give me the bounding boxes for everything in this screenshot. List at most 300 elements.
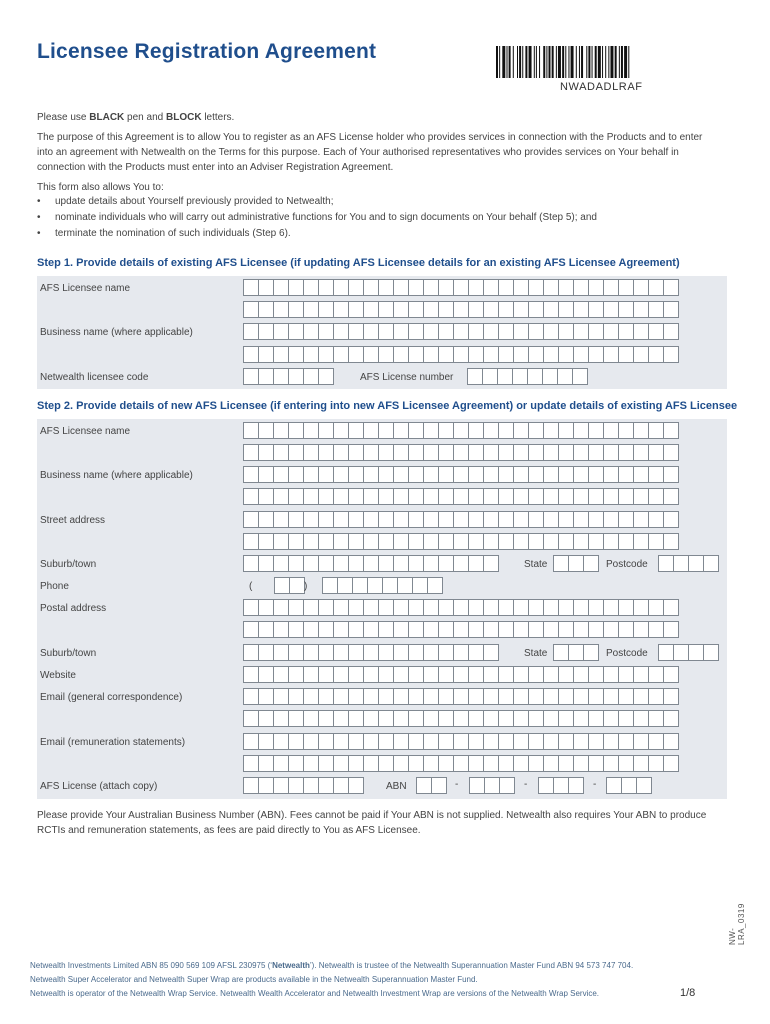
char-box[interactable]	[348, 488, 364, 505]
char-box[interactable]	[288, 621, 304, 638]
char-box[interactable]	[633, 533, 649, 550]
char-box[interactable]	[273, 733, 289, 750]
char-box[interactable]	[318, 323, 334, 340]
char-box[interactable]	[378, 710, 394, 727]
char-box[interactable]	[633, 422, 649, 439]
char-box[interactable]	[483, 488, 499, 505]
char-box[interactable]	[663, 710, 679, 727]
char-box[interactable]	[333, 599, 349, 616]
char-box[interactable]	[303, 533, 319, 550]
char-box[interactable]	[288, 279, 304, 296]
char-box[interactable]	[393, 733, 409, 750]
char-box[interactable]	[528, 511, 544, 528]
char-box[interactable]	[588, 422, 604, 439]
char-box[interactable]	[467, 368, 483, 385]
char-box[interactable]	[333, 511, 349, 528]
char-box[interactable]	[543, 511, 559, 528]
char-box[interactable]	[363, 710, 379, 727]
char-box[interactable]	[348, 755, 364, 772]
char-box[interactable]	[468, 511, 484, 528]
char-box[interactable]	[498, 444, 514, 461]
char-box[interactable]	[348, 444, 364, 461]
char-box[interactable]	[363, 466, 379, 483]
char-box[interactable]	[348, 733, 364, 750]
char-box[interactable]	[438, 555, 454, 572]
char-box[interactable]	[322, 577, 338, 594]
char-box[interactable]	[588, 755, 604, 772]
char-box[interactable]	[606, 777, 622, 794]
char-box[interactable]	[543, 533, 559, 550]
char-box[interactable]	[378, 279, 394, 296]
char-box[interactable]	[573, 444, 589, 461]
char-box[interactable]	[688, 644, 704, 661]
char-box[interactable]	[303, 279, 319, 296]
char-box[interactable]	[618, 444, 634, 461]
char-box[interactable]	[498, 599, 514, 616]
char-box[interactable]	[408, 346, 424, 363]
char-box[interactable]	[468, 644, 484, 661]
email-general-field-line2[interactable]	[243, 710, 678, 727]
char-box[interactable]	[288, 346, 304, 363]
char-box[interactable]	[453, 755, 469, 772]
char-box[interactable]	[663, 666, 679, 683]
char-box[interactable]	[648, 710, 664, 727]
char-box[interactable]	[453, 599, 469, 616]
char-box[interactable]	[618, 533, 634, 550]
char-box[interactable]	[408, 488, 424, 505]
char-box[interactable]	[438, 644, 454, 661]
char-box[interactable]	[288, 755, 304, 772]
char-box[interactable]	[258, 422, 274, 439]
char-box[interactable]	[333, 555, 349, 572]
char-box[interactable]	[258, 555, 274, 572]
char-box[interactable]	[288, 511, 304, 528]
char-box[interactable]	[438, 346, 454, 363]
char-box[interactable]	[288, 533, 304, 550]
char-box[interactable]	[258, 533, 274, 550]
char-box[interactable]	[558, 688, 574, 705]
char-box[interactable]	[542, 368, 558, 385]
char-box[interactable]	[528, 621, 544, 638]
char-box[interactable]	[618, 733, 634, 750]
char-box[interactable]	[588, 488, 604, 505]
char-box[interactable]	[468, 688, 484, 705]
char-box[interactable]	[558, 466, 574, 483]
char-box[interactable]	[663, 621, 679, 638]
char-box[interactable]	[543, 488, 559, 505]
char-box[interactable]	[408, 733, 424, 750]
char-box[interactable]	[243, 666, 259, 683]
char-box[interactable]	[243, 644, 259, 661]
char-box[interactable]	[318, 555, 334, 572]
char-box[interactable]	[303, 733, 319, 750]
char-box[interactable]	[289, 577, 308, 594]
char-box[interactable]	[318, 346, 334, 363]
abn-field-part2[interactable]	[469, 777, 514, 794]
char-box[interactable]	[333, 466, 349, 483]
char-box[interactable]	[393, 710, 409, 727]
char-box[interactable]	[423, 488, 439, 505]
char-box[interactable]	[367, 577, 383, 594]
char-box[interactable]	[483, 444, 499, 461]
char-box[interactable]	[243, 301, 259, 318]
char-box[interactable]	[243, 422, 259, 439]
char-box[interactable]	[663, 488, 679, 505]
char-box[interactable]	[663, 533, 679, 550]
char-box[interactable]	[543, 688, 559, 705]
char-box[interactable]	[408, 511, 424, 528]
char-box[interactable]	[318, 368, 334, 385]
char-box[interactable]	[603, 466, 619, 483]
char-box[interactable]	[318, 644, 334, 661]
char-box[interactable]	[258, 488, 274, 505]
char-box[interactable]	[408, 644, 424, 661]
char-box[interactable]	[483, 422, 499, 439]
char-box[interactable]	[423, 733, 439, 750]
email-remuneration-field[interactable]	[243, 733, 678, 750]
char-box[interactable]	[378, 666, 394, 683]
postcode-field[interactable]	[658, 555, 718, 572]
char-box[interactable]	[303, 511, 319, 528]
char-box[interactable]	[303, 422, 319, 439]
char-box[interactable]	[318, 444, 334, 461]
char-box[interactable]	[528, 710, 544, 727]
char-box[interactable]	[543, 422, 559, 439]
char-box[interactable]	[273, 644, 289, 661]
char-box[interactable]	[258, 666, 274, 683]
char-box[interactable]	[288, 599, 304, 616]
char-box[interactable]	[348, 644, 364, 661]
char-box[interactable]	[498, 733, 514, 750]
char-box[interactable]	[303, 621, 319, 638]
char-box[interactable]	[513, 511, 529, 528]
char-box[interactable]	[393, 323, 409, 340]
char-box[interactable]	[498, 422, 514, 439]
char-box[interactable]	[393, 666, 409, 683]
char-box[interactable]	[423, 301, 439, 318]
char-box[interactable]	[348, 422, 364, 439]
char-box[interactable]	[483, 301, 499, 318]
char-box[interactable]	[303, 710, 319, 727]
char-box[interactable]	[318, 755, 334, 772]
char-box[interactable]	[453, 466, 469, 483]
char-box[interactable]	[528, 666, 544, 683]
char-box[interactable]	[363, 688, 379, 705]
char-box[interactable]	[243, 555, 259, 572]
char-box[interactable]	[423, 555, 439, 572]
char-box[interactable]	[243, 368, 259, 385]
char-box[interactable]	[468, 346, 484, 363]
char-box[interactable]	[513, 688, 529, 705]
char-box[interactable]	[438, 533, 454, 550]
char-box[interactable]	[378, 733, 394, 750]
char-box[interactable]	[498, 323, 514, 340]
char-box[interactable]	[303, 599, 319, 616]
abn-field-part3[interactable]	[538, 777, 583, 794]
char-box[interactable]	[497, 368, 513, 385]
char-box[interactable]	[318, 422, 334, 439]
char-box[interactable]	[258, 733, 274, 750]
char-box[interactable]	[453, 644, 469, 661]
char-box[interactable]	[618, 488, 634, 505]
char-box[interactable]	[333, 444, 349, 461]
char-box[interactable]	[303, 755, 319, 772]
suburb-field[interactable]	[243, 555, 498, 572]
char-box[interactable]	[558, 346, 574, 363]
char-box[interactable]	[618, 301, 634, 318]
char-box[interactable]	[588, 466, 604, 483]
char-box[interactable]	[318, 666, 334, 683]
char-box[interactable]	[688, 555, 704, 572]
char-box[interactable]	[393, 346, 409, 363]
char-box[interactable]	[528, 422, 544, 439]
char-box[interactable]	[318, 511, 334, 528]
char-box[interactable]	[363, 533, 379, 550]
char-box[interactable]	[528, 301, 544, 318]
char-box[interactable]	[288, 777, 304, 794]
char-box[interactable]	[588, 688, 604, 705]
char-box[interactable]	[498, 755, 514, 772]
char-box[interactable]	[588, 301, 604, 318]
char-box[interactable]	[333, 346, 349, 363]
char-box[interactable]	[483, 733, 499, 750]
char-box[interactable]	[363, 422, 379, 439]
char-box[interactable]	[423, 279, 439, 296]
char-box[interactable]	[438, 710, 454, 727]
char-box[interactable]	[393, 621, 409, 638]
char-box[interactable]	[621, 777, 637, 794]
char-box[interactable]	[528, 279, 544, 296]
char-box[interactable]	[648, 444, 664, 461]
char-box[interactable]	[408, 422, 424, 439]
char-box[interactable]	[588, 279, 604, 296]
new-business-name-field[interactable]	[243, 466, 678, 483]
char-box[interactable]	[528, 488, 544, 505]
char-box[interactable]	[453, 301, 469, 318]
char-box[interactable]	[378, 533, 394, 550]
char-box[interactable]	[558, 533, 574, 550]
char-box[interactable]	[468, 323, 484, 340]
char-box[interactable]	[393, 279, 409, 296]
char-box[interactable]	[408, 599, 424, 616]
char-box[interactable]	[648, 533, 664, 550]
char-box[interactable]	[378, 422, 394, 439]
char-box[interactable]	[483, 621, 499, 638]
char-box[interactable]	[618, 466, 634, 483]
char-box[interactable]	[453, 444, 469, 461]
char-box[interactable]	[423, 644, 439, 661]
char-box[interactable]	[513, 599, 529, 616]
char-box[interactable]	[393, 755, 409, 772]
char-box[interactable]	[603, 666, 619, 683]
char-box[interactable]	[408, 621, 424, 638]
char-box[interactable]	[633, 755, 649, 772]
char-box[interactable]	[588, 733, 604, 750]
char-box[interactable]	[438, 755, 454, 772]
char-box[interactable]	[543, 599, 559, 616]
char-box[interactable]	[648, 488, 664, 505]
char-box[interactable]	[273, 444, 289, 461]
char-box[interactable]	[528, 444, 544, 461]
char-box[interactable]	[573, 466, 589, 483]
new-afs-licensee-name-field[interactable]	[243, 422, 678, 439]
char-box[interactable]	[498, 301, 514, 318]
char-box[interactable]	[378, 755, 394, 772]
char-box[interactable]	[633, 346, 649, 363]
char-box[interactable]	[258, 466, 274, 483]
char-box[interactable]	[363, 755, 379, 772]
char-box[interactable]	[423, 688, 439, 705]
char-box[interactable]	[453, 346, 469, 363]
char-box[interactable]	[453, 710, 469, 727]
char-box[interactable]	[663, 511, 679, 528]
char-box[interactable]	[333, 488, 349, 505]
char-box[interactable]	[483, 666, 499, 683]
char-box[interactable]	[513, 279, 529, 296]
char-box[interactable]	[588, 710, 604, 727]
char-box[interactable]	[558, 755, 574, 772]
char-box[interactable]	[288, 644, 304, 661]
char-box[interactable]	[658, 555, 674, 572]
char-box[interactable]	[468, 301, 484, 318]
char-box[interactable]	[513, 422, 529, 439]
char-box[interactable]	[543, 466, 559, 483]
char-box[interactable]	[558, 323, 574, 340]
char-box[interactable]	[378, 644, 394, 661]
char-box[interactable]	[273, 422, 289, 439]
char-box[interactable]	[438, 422, 454, 439]
char-box[interactable]	[453, 422, 469, 439]
char-box[interactable]	[543, 755, 559, 772]
char-box[interactable]	[288, 368, 304, 385]
char-box[interactable]	[558, 422, 574, 439]
char-box[interactable]	[453, 533, 469, 550]
char-box[interactable]	[363, 279, 379, 296]
char-box[interactable]	[513, 323, 529, 340]
char-box[interactable]	[648, 666, 664, 683]
char-box[interactable]	[498, 666, 514, 683]
char-box[interactable]	[303, 323, 319, 340]
char-box[interactable]	[273, 710, 289, 727]
char-box[interactable]	[558, 666, 574, 683]
char-box[interactable]	[513, 301, 529, 318]
char-box[interactable]	[408, 301, 424, 318]
char-box[interactable]	[528, 688, 544, 705]
char-box[interactable]	[573, 301, 589, 318]
char-box[interactable]	[484, 777, 500, 794]
char-box[interactable]	[618, 710, 634, 727]
char-box[interactable]	[573, 511, 589, 528]
char-box[interactable]	[633, 466, 649, 483]
char-box[interactable]	[528, 323, 544, 340]
abn-field-part1[interactable]	[416, 777, 446, 794]
postal-suburb-field[interactable]	[243, 644, 498, 661]
char-box[interactable]	[303, 666, 319, 683]
char-box[interactable]	[333, 710, 349, 727]
char-box[interactable]	[273, 755, 289, 772]
char-box[interactable]	[258, 444, 274, 461]
char-box[interactable]	[378, 511, 394, 528]
char-box[interactable]	[333, 323, 349, 340]
char-box[interactable]	[483, 533, 499, 550]
char-box[interactable]	[378, 346, 394, 363]
char-box[interactable]	[483, 710, 499, 727]
char-box[interactable]	[573, 710, 589, 727]
char-box[interactable]	[528, 733, 544, 750]
char-box[interactable]	[378, 323, 394, 340]
char-box[interactable]	[648, 511, 664, 528]
char-box[interactable]	[258, 368, 274, 385]
char-box[interactable]	[348, 777, 364, 794]
char-box[interactable]	[513, 444, 529, 461]
char-box[interactable]	[468, 488, 484, 505]
char-box[interactable]	[633, 621, 649, 638]
char-box[interactable]	[573, 599, 589, 616]
char-box[interactable]	[303, 644, 319, 661]
char-box[interactable]	[288, 488, 304, 505]
char-box[interactable]	[382, 577, 398, 594]
char-box[interactable]	[673, 555, 689, 572]
char-box[interactable]	[408, 444, 424, 461]
char-box[interactable]	[468, 621, 484, 638]
char-box[interactable]	[438, 688, 454, 705]
char-box[interactable]	[288, 710, 304, 727]
char-box[interactable]	[273, 599, 289, 616]
char-box[interactable]	[618, 323, 634, 340]
char-box[interactable]	[393, 301, 409, 318]
char-box[interactable]	[543, 346, 559, 363]
char-box[interactable]	[498, 466, 514, 483]
char-box[interactable]	[258, 301, 274, 318]
char-box[interactable]	[318, 621, 334, 638]
char-box[interactable]	[303, 368, 319, 385]
char-box[interactable]	[273, 346, 289, 363]
char-box[interactable]	[483, 688, 499, 705]
char-box[interactable]	[318, 710, 334, 727]
char-box[interactable]	[603, 621, 619, 638]
char-box[interactable]	[333, 733, 349, 750]
street-address-field[interactable]	[243, 511, 678, 528]
char-box[interactable]	[363, 644, 379, 661]
char-box[interactable]	[243, 488, 259, 505]
char-box[interactable]	[618, 666, 634, 683]
char-box[interactable]	[603, 710, 619, 727]
char-box[interactable]	[318, 466, 334, 483]
char-box[interactable]	[588, 533, 604, 550]
char-box[interactable]	[453, 555, 469, 572]
char-box[interactable]	[318, 279, 334, 296]
char-box[interactable]	[438, 733, 454, 750]
char-box[interactable]	[363, 555, 379, 572]
char-box[interactable]	[453, 666, 469, 683]
char-box[interactable]	[393, 444, 409, 461]
char-box[interactable]	[393, 422, 409, 439]
postal-postcode-field[interactable]	[658, 644, 718, 661]
char-box[interactable]	[288, 666, 304, 683]
char-box[interactable]	[453, 488, 469, 505]
char-box[interactable]	[393, 688, 409, 705]
afs-licensee-name-field-line2[interactable]	[243, 301, 678, 318]
char-box[interactable]	[663, 599, 679, 616]
char-box[interactable]	[423, 466, 439, 483]
char-box[interactable]	[543, 301, 559, 318]
char-box[interactable]	[648, 422, 664, 439]
char-box[interactable]	[288, 688, 304, 705]
char-box[interactable]	[558, 621, 574, 638]
char-box[interactable]	[498, 710, 514, 727]
char-box[interactable]	[453, 733, 469, 750]
char-box[interactable]	[636, 777, 652, 794]
